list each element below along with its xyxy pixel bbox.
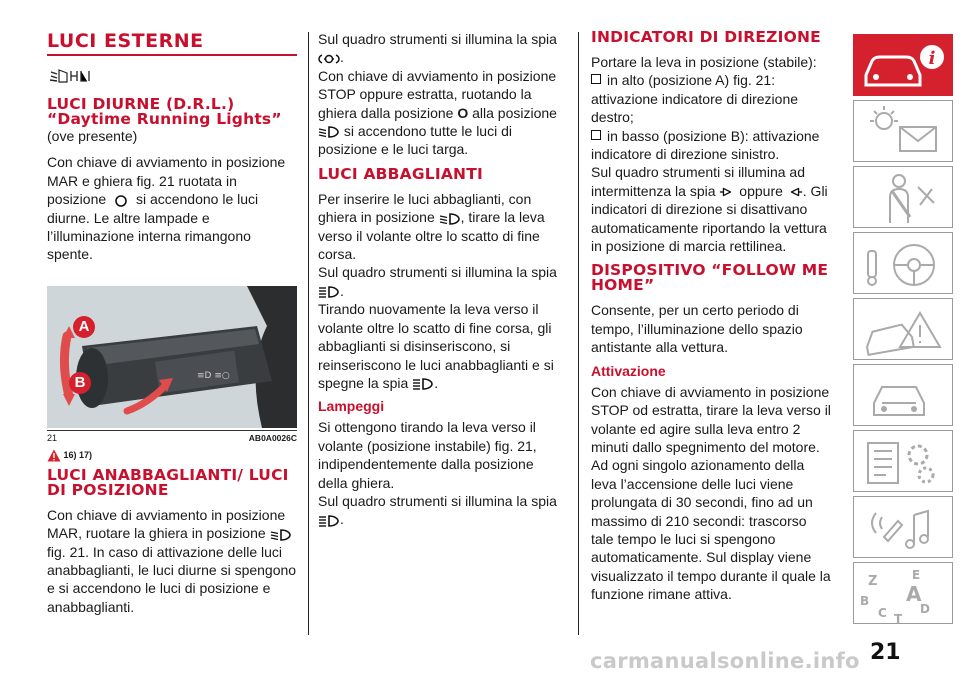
column-1 — [47, 30, 297, 616]
high-beam-paragraph-1: Per inserire le luci abbaglianti, con ghiera in posizione , tirare la leva verso il volante oltre lo scatto di fine corsa. — [318, 190, 545, 263]
multimedia-icon — [854, 497, 954, 559]
index-letter: Z — [868, 574, 878, 589]
steering-wheel-icon — [854, 233, 954, 295]
high-beam-paragraph-3: Tirando nuovamente la leva verso il volante oltre lo scatto di fine corsa, gli abbaglianti si disinseriscono, si reinseriscono le luci anabbaglianti e si spegne la spia . — [318, 301, 554, 391]
flash-subtitle: Lampeggi — [318, 398, 385, 415]
high-beam-paragraph-2: Sul quadro strumenti si illumina la spia . — [318, 264, 557, 299]
bullet-box-icon — [591, 74, 601, 84]
warning-references: 16) 17) — [47, 449, 297, 462]
follow-me-home-title: DISPOSITIVO “FOLLOW ME HOME” — [591, 261, 829, 295]
svg-text:i: i — [928, 48, 936, 69]
left-arrow-icon — [787, 185, 803, 199]
tab-service[interactable] — [853, 364, 953, 426]
warning-lights-icon — [854, 101, 954, 163]
label-b: B — [69, 372, 91, 394]
indicators-bullet-1: in alto (posizione A) fig. 21: attivazione indicatore di direzione destro; — [591, 72, 799, 126]
technical-data-icon — [854, 431, 954, 493]
position-lights-paragraph: Con chiave di avviamento in posizione MAR, ruotare la ghiera in posizione fig. 21. In caso di attivazione delle luci anabbaglianti, le luci diurne si spengono e si accendono le luci di posizione e anabbaglianti. — [47, 506, 297, 615]
activation-paragraph: Con chiave di avviamento in posizione STOP od estratta, tirare la leva verso il volante ed agire sulla leva entro 2 minuti dallo spegnimento del motore. Ad ogni singolo azionamento della leva l’accensione delle luci viene prolungata di 30 secondi, fino ad un massimo di 210 secondi: trascorso tale tempo le luci si spengono automaticamente. Sul display viene visualizzato il tempo durante il quale la funzione rimane attiva. — [591, 383, 831, 603]
bullet-box-icon — [591, 130, 601, 140]
tab-warning-lights[interactable] — [853, 100, 953, 162]
headlight-icon — [47, 68, 95, 89]
page-number: 21 — [870, 640, 901, 665]
flash-paragraph-1: Si ottengono tirando la leva verso il volante (posizione instabile) fig. 21, indipendentemente dalla posizione della ghiera. — [318, 419, 537, 491]
index-icon — [854, 563, 954, 625]
index-letter: B — [860, 594, 870, 608]
right-arrow-icon — [719, 185, 735, 199]
stalk-illustration — [47, 286, 297, 428]
index-letter: T — [894, 612, 903, 625]
high-beam-symbol-icon — [318, 285, 340, 299]
tab-index[interactable] — [853, 562, 953, 624]
tab-safety[interactable] — [853, 166, 953, 228]
label-a: A — [73, 316, 95, 338]
drl-symbol-icon — [110, 194, 132, 208]
indicators-bullet-2: in basso (posizione B): attivazione indicatore di direzione sinistro. — [591, 127, 820, 163]
figure-21 — [47, 286, 297, 428]
drl-note: (ove presente) — [47, 128, 138, 144]
paragraph-stop-position: Con chiave di avviamento in posizione STOP oppure estratta, ruotando la ghiera dalla posizione O alla posizione si accendono tutte le luci di posizione e le luci targa. — [318, 67, 557, 158]
figure-number: 21 — [47, 432, 58, 443]
figure-code: AB0A0026C — [248, 432, 297, 443]
tab-emergency[interactable] — [853, 298, 953, 360]
car-info-icon — [854, 35, 954, 97]
drl-paragraph: Con chiave di avviamento in posizione MAR e ghiera fig. 21 ruotata in posizione si accendono le luci diurne. Le altre lampade e l’illuminazione interna rimangono spente. — [47, 154, 286, 263]
title-rule — [47, 54, 297, 56]
column-2 — [318, 30, 566, 529]
section-title: LUCI ESTERNE — [47, 30, 204, 52]
tab-starting-driving[interactable] — [853, 232, 953, 294]
index-letter: D — [920, 602, 930, 616]
column-divider — [578, 32, 579, 635]
indicators-title: INDICATORI DI DIREZIONE — [591, 28, 821, 46]
watermark: carmanualsonline.info — [590, 649, 860, 673]
high-beam-symbol-icon — [318, 514, 340, 528]
drl-title: LUCI DIURNE (D.R.L.) “Daytime Running Lights” — [47, 95, 282, 128]
indicators-intro: Portare la leva in posizione (stabile): — [591, 54, 817, 70]
follow-me-home-paragraph: Consente, per un certo periodo di tempo, l’illuminazione dello spazio antistante alla vettura. — [591, 302, 803, 356]
emergency-icon — [854, 299, 954, 361]
column-3 — [591, 30, 831, 604]
service-car-icon — [854, 365, 954, 427]
high-beam-title: LUCI ABBAGLIANTI — [318, 164, 483, 183]
paragraph-parking-warning: Sul quadro strumenti si illumina la spia . — [318, 31, 557, 66]
index-letter: C — [878, 606, 887, 620]
low-beam-symbol-icon — [439, 212, 461, 226]
tab-technical-data[interactable] — [853, 430, 953, 492]
high-beam-symbol-icon — [412, 377, 434, 391]
low-beam-symbol-icon — [270, 528, 292, 542]
activation-subtitle: Attivazione — [591, 362, 666, 379]
position-lights-title: LUCI ANABBAGLIANTI/ LUCI DI POSIZIONE — [47, 465, 289, 499]
parking-light-symbol-icon — [318, 52, 340, 66]
column-divider — [308, 32, 309, 635]
safety-icon — [854, 167, 954, 229]
indicators-paragraph: Sul quadro strumenti si illumina ad intermittenza la spia oppure . Gli indicatori di direzione si disattivano automaticamente riportando la vettura in posizione di marcia rettilinea. — [591, 164, 828, 255]
flash-paragraph-2: Sul quadro strumenti si illumina la spia . — [318, 492, 557, 528]
low-beam-symbol-icon — [318, 125, 340, 139]
warning-triangle-icon — [47, 449, 61, 462]
index-letter: A — [906, 582, 922, 606]
tab-multimedia[interactable] — [853, 496, 953, 558]
figure-caption — [47, 430, 297, 443]
movement-arrow-vertical — [64, 336, 69, 396]
index-letter: E — [912, 568, 921, 582]
svg-text:≡D ≡○: ≡D ≡○ — [197, 370, 230, 381]
tab-car-info[interactable] — [853, 34, 953, 96]
